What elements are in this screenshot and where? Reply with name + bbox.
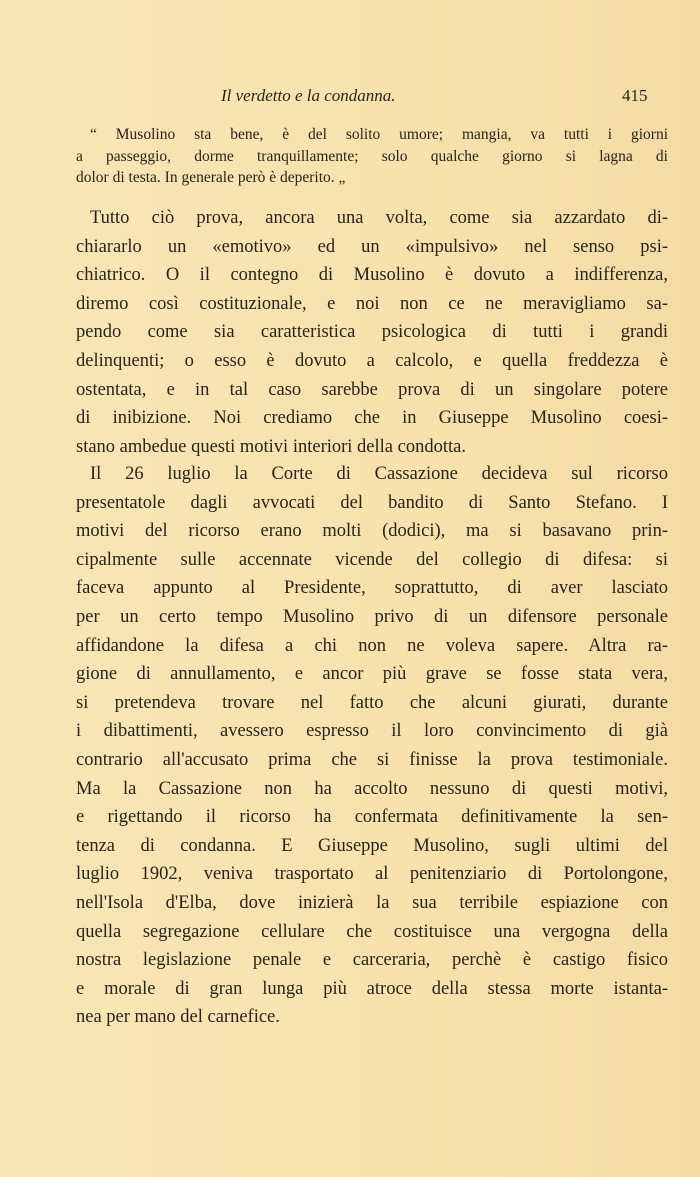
text-line: pendo come sia caratteristica psicologica di tutti i grandi xyxy=(76,322,668,343)
text-line: “ Musolino sta bene, è del solito umore; mangia, va tutti i giorni xyxy=(90,126,668,143)
text-line: tenza di condanna. E Giuseppe Musolino, sugli ultimi del xyxy=(76,835,668,856)
text-line: gione di annullamento, e ancor più grave se fosse stata vera, xyxy=(76,664,668,685)
text-line: faceva appunto al Presidente, soprattutto, di aver lasciato xyxy=(76,578,668,599)
text-line: dolor di testa. In generale però è deperito. „ xyxy=(76,169,346,186)
text-line: contrario all'accusato prima che si finisse la prova testimoniale. xyxy=(76,749,668,770)
text-line: a passeggio, dorme tranquillamente; solo qualche giorno si lagna di xyxy=(76,147,668,165)
quoted-report xyxy=(76,124,668,189)
text-line: motivi del ricorso erano molti (dodici), ma si basavano prin- xyxy=(76,521,668,542)
text-line: luglio 1902, veniva trasportato al penitenziario di Portolongone, xyxy=(76,864,668,885)
text-line: delinquenti; o esso è dovuto a calcolo, e quella freddezza è xyxy=(76,350,668,371)
text-line: per un certo tempo Musolino privo di un difensore personale xyxy=(76,606,668,627)
text-line: chiararlo un «emotivo» ed un «impulsivo» nel senso psi- xyxy=(76,236,668,257)
text-line: quella segregazione cellulare che costituisce una vergogna della xyxy=(76,921,668,942)
text-line: stano ambedue questi motivi interiori della condotta. xyxy=(76,436,466,457)
text-line: di inibizione. Noi crediamo che in Giuseppe Musolino coesi- xyxy=(76,408,668,429)
paragraph-2 xyxy=(76,460,668,1032)
text-line: i dibattimenti, avessero espresso il loro convincimento di già xyxy=(76,721,668,742)
text-line: ostentata, e in tal caso sarebbe prova di un singolare potere xyxy=(76,379,668,400)
text-line: Ma la Cassazione non ha accolto nessuno di questi motivi, xyxy=(76,778,668,799)
page-number: 415 xyxy=(622,86,648,105)
text-line: affidandone la difesa a chi non ne voleva sapere. Altra ra- xyxy=(76,635,668,656)
text-line: e morale di gran lunga più atroce della stessa morte istanta- xyxy=(76,978,668,999)
text-line: e rigettando il ricorso ha confermata definitivamente la sen- xyxy=(76,807,668,828)
text-line: nell'Isola d'Elba, dove inizierà la sua terribile espiazione con xyxy=(76,892,668,913)
text-line: si pretendeva trovare nel fatto che alcuni giurati, durante xyxy=(76,692,668,713)
text-line: presentatole dagli avvocati del bandito di Santo Stefano. I xyxy=(76,492,668,513)
text-line: chiatrico. O il contegno di Musolino è dovuto a indifferenza, xyxy=(76,265,668,286)
text-line: diremo così costituzionale, e noi non ce ne meravigliamo sa- xyxy=(76,293,668,314)
text-line: Tutto ciò prova, ancora una volta, come sia azzardato di- xyxy=(90,208,668,228)
running-title: Il verdetto e la condanna. xyxy=(221,86,396,105)
paragraph-1 xyxy=(76,204,668,461)
text-line: nostra legislazione penale e carceraria, perchè è castigo fisico xyxy=(76,950,668,971)
page-header xyxy=(76,86,648,110)
text-line: Il 26 luglio la Corte di Cassazione decideva sul ricorso xyxy=(90,464,668,484)
text-line: cipalmente sulle accennate vicende del collegio di difesa: si xyxy=(76,549,668,570)
text-line: nea per mano del carnefice. xyxy=(76,1007,280,1028)
